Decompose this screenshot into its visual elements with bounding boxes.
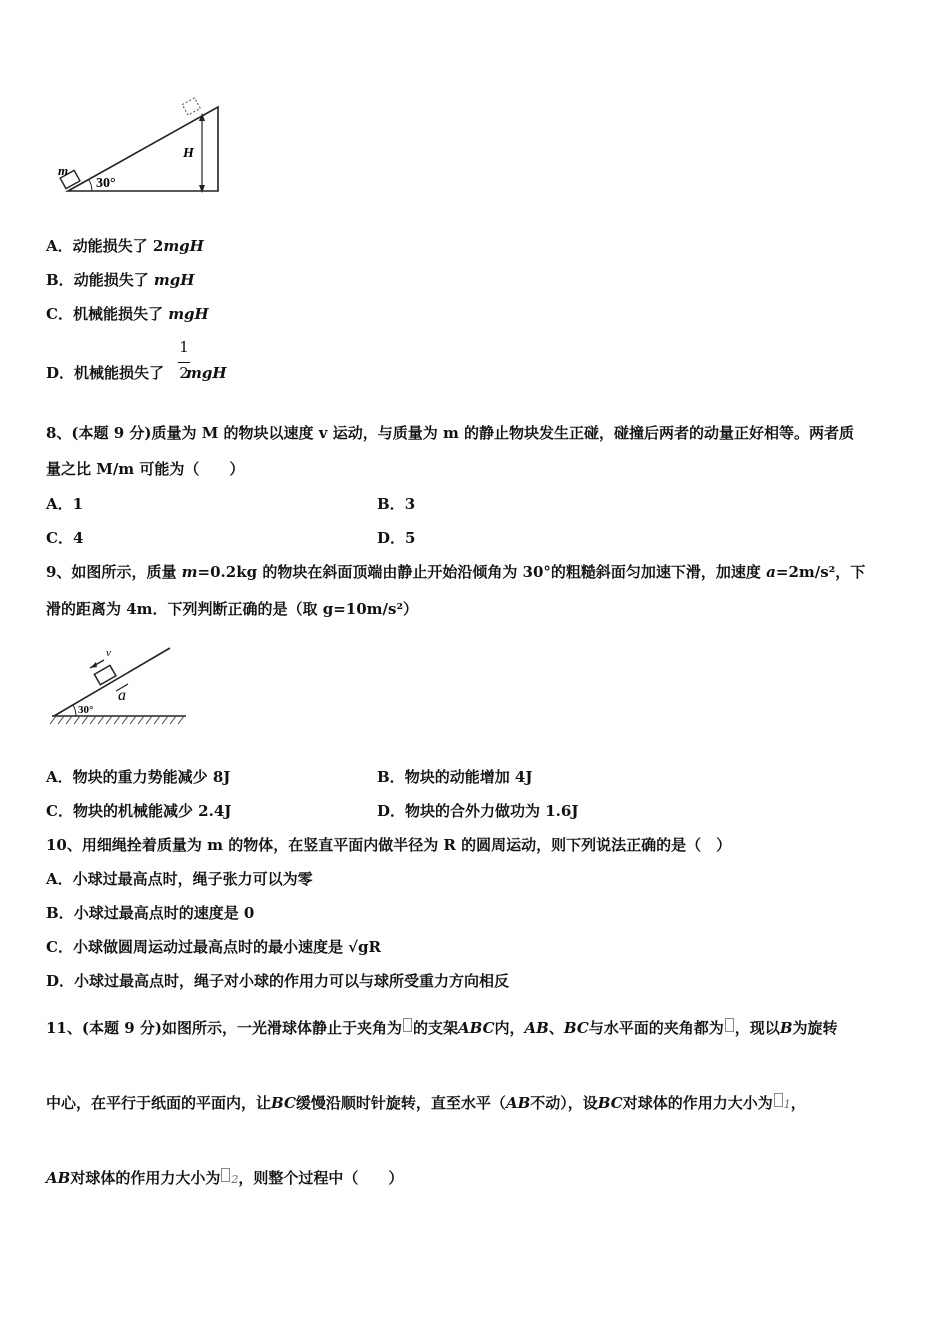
stem-text: ，则整个过程中（ ） (238, 1169, 404, 1187)
stem-text: =0.2kg 的物块在斜面顶端由静止开始沿倾角为 30°的粗糙斜面匀加速下滑，加速度 (197, 563, 767, 581)
option-letter: B． (46, 904, 74, 922)
accel-var: a (766, 563, 776, 581)
abc-var: ABC (457, 1019, 495, 1037)
option-text: 小球过最高点时，绳子对小球的作用力可以与球所受重力方向相反 (74, 972, 510, 990)
bc-var: BC (597, 1094, 623, 1112)
option-letter: D． (377, 802, 406, 820)
stem-text: =2m/s²，下 (775, 563, 866, 581)
option-letter: D． (46, 364, 75, 382)
height-label: H (183, 146, 194, 161)
option-letter: A． (46, 870, 73, 888)
bc-var: BC (271, 1094, 296, 1112)
q8-option-a[interactable] (46, 494, 83, 514)
ab-var: AB (524, 1019, 549, 1037)
q10-option-a[interactable] (46, 869, 313, 889)
acceleration-label: a (118, 687, 126, 704)
option-letter: C． (46, 802, 73, 820)
q10-option-c[interactable] (46, 937, 381, 957)
q10-option-b[interactable] (46, 903, 254, 923)
q9-stem-line1 (46, 562, 865, 582)
option-text: 物块的合外力做功为 1.6J (405, 802, 579, 820)
q8-option-c[interactable] (46, 528, 83, 548)
q7-option-d[interactable] (46, 363, 227, 383)
option-letter: C． (46, 529, 73, 547)
fraction-bar (178, 362, 190, 363)
stem-text: 、 (548, 1019, 564, 1037)
q11-stem-line3 (46, 1168, 403, 1190)
stem-text: 内， (494, 1019, 525, 1037)
q10-option-d[interactable] (46, 971, 509, 991)
q7-option-c[interactable] (46, 304, 209, 324)
option-text: 1 (72, 495, 84, 513)
b-var: B (779, 1019, 793, 1037)
stem-text: 不动），设 (530, 1094, 598, 1112)
q9-option-a[interactable] (46, 767, 230, 787)
velocity-label: v (106, 647, 111, 659)
option-letter: A． (46, 768, 73, 786)
option-letter: B． (46, 271, 74, 289)
option-letter: D． (46, 972, 75, 990)
missing-symbol-icon (725, 1018, 734, 1032)
q8-stem-line1: 8、(本题 9 分)质量为 M 的物块以速度 v 运动，与质量为 m 的静止物块发生正碰，碰撞后两者的动量正好相等。两者质 (46, 424, 855, 442)
option-text: 动能损失了 (73, 271, 154, 289)
stem-text: ，现以 (734, 1019, 780, 1037)
mass-var: m (181, 563, 198, 581)
stem-text: 缓慢沿顺时针旋转，直至水平（ (295, 1094, 506, 1112)
angle-label: 30° (78, 704, 94, 716)
option-var: mgH (163, 237, 204, 255)
option-text: 机械能损失了 (72, 305, 169, 323)
option-text: 小球过最高点时的速度是 0 (73, 904, 255, 922)
stem-text: 对球体的作用力大小为 (622, 1094, 773, 1112)
option-text: 机械能损失了 (74, 364, 165, 382)
option-letter: D． (377, 529, 406, 547)
fraction-numerator: 1 (179, 338, 189, 356)
q9-option-c[interactable] (46, 801, 231, 821)
option-text: 3 (404, 495, 416, 513)
q9-stem-line2: 滑的距离为 4m．下列判断正确的是（取 g=10m/s²） (46, 600, 419, 618)
missing-symbol-icon (221, 1168, 230, 1182)
option-text: 4 (72, 529, 84, 547)
ab-var: AB (46, 1169, 71, 1187)
stem-text: 为旋转 (792, 1019, 838, 1037)
option-text: 5 (405, 529, 416, 547)
fraction-denominator: 2 (179, 364, 189, 382)
option-letter: B． (377, 768, 405, 786)
option-text: 物块的重力势能减少 8J (72, 768, 231, 786)
ab-var: AB (505, 1094, 531, 1112)
stem-text: 中心，在平行于纸面的平面内，让 (46, 1094, 272, 1112)
q7-option-b[interactable] (46, 270, 194, 290)
stem-text: ， (790, 1094, 806, 1112)
q11-stem-line1 (46, 1018, 838, 1038)
q7-option-a[interactable] (46, 236, 204, 256)
block-incline-figure (46, 640, 196, 730)
q10-stem: 10、用细绳拴着质量为 m 的物体，在竖直平面内做半径为 R 的圆周运动，则下列说法正确的是（ ） (46, 836, 732, 854)
bc-var: BC (563, 1019, 589, 1037)
stem-text: 的支架 (412, 1019, 458, 1037)
option-letter: A． (46, 237, 73, 255)
q8-stem-line2: 量之比 M/m 可能为（ ） (46, 460, 245, 478)
stem-text: 9、如图所示，质量 (46, 563, 182, 581)
q11-stem-line2 (46, 1093, 806, 1115)
option-letter: B． (377, 495, 405, 513)
option-var: mgH (153, 271, 195, 289)
option-text: 物块的机械能减少 2.4J (72, 802, 232, 820)
stem-text: 对球体的作用力大小为 (70, 1169, 221, 1187)
q9-option-b[interactable] (377, 767, 532, 787)
subscript-2: 2 (231, 1173, 239, 1186)
stem-text: 与水平面的夹角都为 (588, 1019, 724, 1037)
angle-label: 30° (96, 176, 116, 191)
subscript-1: 1 (783, 1098, 791, 1111)
option-var: mgH (168, 305, 209, 323)
option-letter: A． (46, 495, 73, 513)
stem-text: 11、(本题 9 分)如图所示，一光滑球体静止于夹角为 (46, 1019, 402, 1037)
option-text: 动能损失了 2 (72, 237, 164, 255)
q8-option-b[interactable] (377, 494, 415, 514)
mass-label: m (58, 163, 69, 178)
q9-option-d[interactable] (377, 801, 578, 821)
missing-symbol-icon (774, 1093, 783, 1107)
option-letter: C． (46, 938, 73, 956)
option-letter: C． (46, 305, 73, 323)
option-text: 小球过最高点时，绳子张力可以为零 (72, 870, 313, 888)
missing-symbol-icon (403, 1018, 412, 1032)
incline-height-figure (50, 95, 230, 200)
q8-option-d[interactable] (377, 528, 415, 548)
option-text: 小球做圆周运动过最高点时的最小速度是 √gR (72, 938, 381, 956)
option-text: 物块的动能增加 4J (404, 768, 533, 786)
option-var: mgH (186, 364, 227, 382)
